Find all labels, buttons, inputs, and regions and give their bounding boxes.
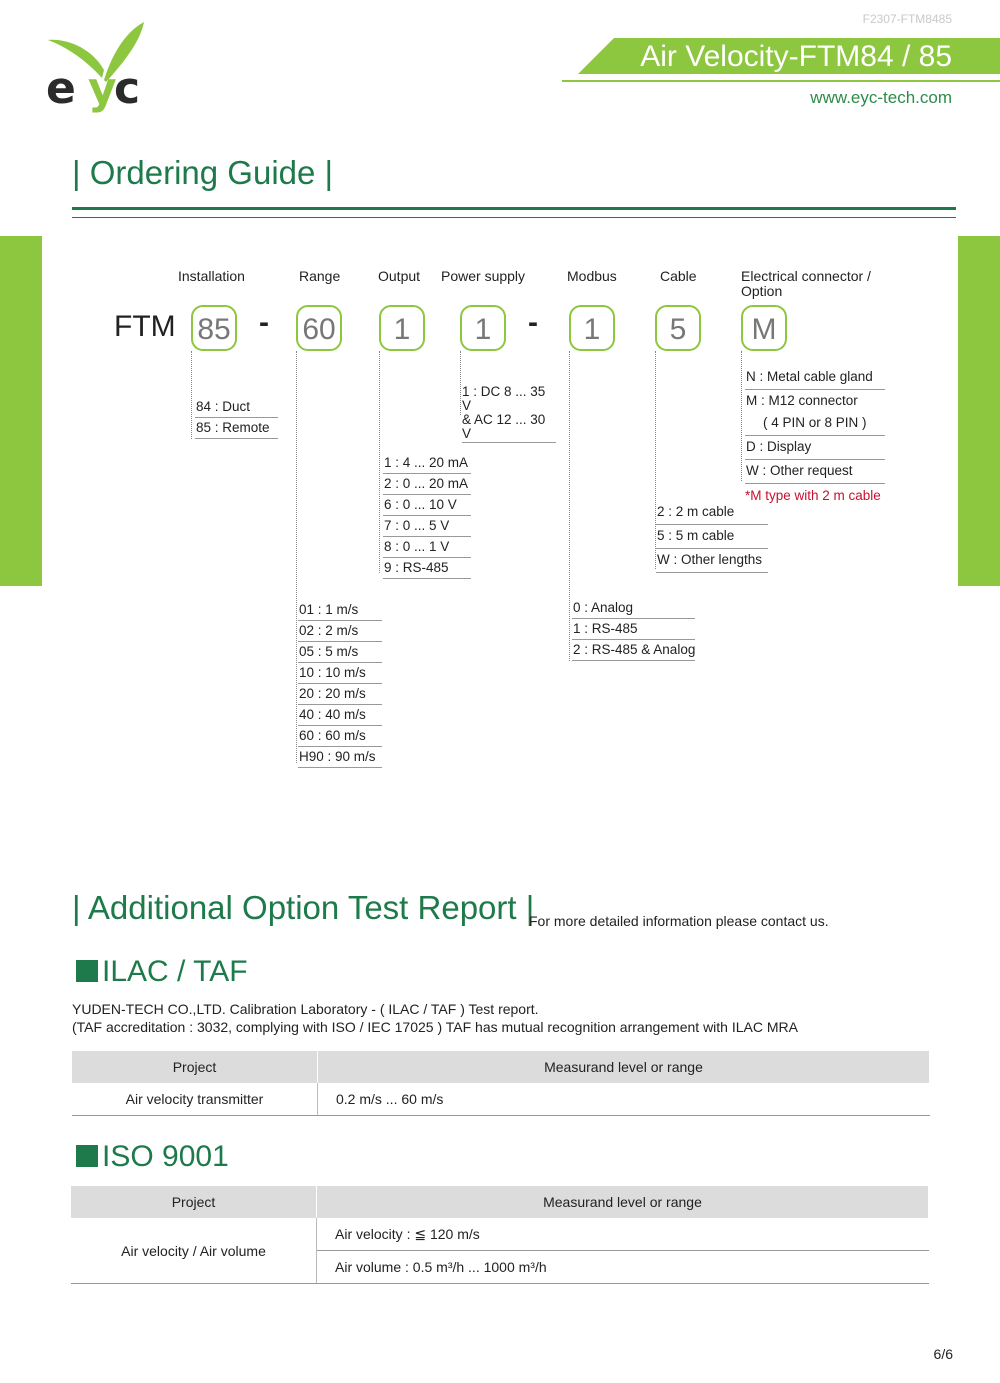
- eyc-logo: [44, 18, 154, 113]
- option-item: 2 : 2 m cable: [656, 501, 768, 525]
- modbus-options: [572, 598, 695, 661]
- table-cell-range: Air velocity : ≦ 120 m/s: [317, 1218, 929, 1251]
- ilac-heading: [76, 955, 248, 989]
- iso-title: ISO 9001: [102, 1140, 229, 1173]
- label-connector-line2: Option: [741, 283, 783, 299]
- option-item: D : Display: [745, 436, 885, 460]
- table-cell-project: Air velocity / Air volume: [71, 1218, 317, 1284]
- table-header-row: [71, 1186, 929, 1218]
- square-bullet-icon: [76, 1145, 98, 1167]
- leader-modbus: [569, 351, 570, 661]
- option-item: 84 : Duct: [195, 397, 278, 418]
- option-item: M : M12 connector: [746, 393, 858, 408]
- leader-output: [379, 351, 380, 573]
- document-id: F2307-FTM8485: [862, 12, 952, 26]
- ilac-table: [72, 1051, 930, 1116]
- option-item: 5 : 5 m cable: [656, 525, 768, 549]
- leader-installation: [191, 351, 192, 439]
- output-options: [383, 453, 471, 579]
- connector-options: [745, 366, 885, 508]
- option-item: W : Other request: [745, 460, 885, 484]
- table-cell-project: Air velocity transmitter: [72, 1083, 318, 1116]
- ordering-guide-title: | Ordering Guide |: [72, 154, 334, 191]
- code-box-power: 1: [460, 305, 506, 351]
- option-item: 2 : RS-485 & Analog: [572, 640, 695, 661]
- code-dash-1: -: [259, 306, 269, 339]
- report-title: | Additional Option Test Report |: [72, 889, 535, 926]
- ilac-line-2: (TAF accreditation : 3032, complying with ISO / IEC 17025 ) TAF has mutual recognition arrangement with ILAC MRA: [72, 1019, 798, 1035]
- cable-options: [656, 501, 768, 573]
- option-item: 6 : 0 ... 10 V: [383, 495, 471, 516]
- label-range: Range: [299, 268, 341, 284]
- ilac-description: [72, 1000, 798, 1036]
- option-item: 02 : 2 m/s: [298, 621, 382, 642]
- power-options: [462, 385, 556, 443]
- option-item: 01 : 1 m/s: [298, 600, 382, 621]
- option-item: 60 : 60 m/s: [298, 726, 382, 747]
- option-item: H90 : 90 m/s: [298, 747, 382, 768]
- leader-range: [296, 351, 297, 763]
- option-item: 7 : 0 ... 5 V: [383, 516, 471, 537]
- table-row: [72, 1083, 930, 1116]
- iso-heading: [76, 1140, 229, 1174]
- code-box-cable: 5: [655, 305, 701, 351]
- code-box-installation: 85: [191, 305, 237, 351]
- option-item: 40 : 40 m/s: [298, 705, 382, 726]
- table-header-project: Project: [71, 1186, 317, 1218]
- label-connector-line1: Electrical connector /: [741, 268, 871, 284]
- table-cell-range: 0.2 m/s ... 60 m/s: [318, 1083, 930, 1116]
- label-cable: Cable: [660, 268, 697, 284]
- table-header-row: [72, 1051, 930, 1083]
- label-power-supply: Power supply: [441, 268, 526, 284]
- table-cell-range: Air volume : 0.5 m³/h ... 1000 m³/h: [317, 1251, 929, 1284]
- svg-text:y: y: [88, 63, 117, 113]
- website-link[interactable]: www.eyc-tech.com: [810, 88, 952, 107]
- product-title: Air Velocity-FTM84 / 85: [640, 40, 952, 73]
- contact-note: For more detailed information please contact us.: [529, 913, 829, 929]
- leader-connector: [741, 351, 742, 481]
- svg-text:e: e: [46, 63, 76, 113]
- label-connector: [741, 269, 871, 299]
- option-item: 0 : Analog: [572, 598, 695, 619]
- square-bullet-icon: [76, 960, 98, 982]
- title-rule-thin: [72, 217, 956, 218]
- table-header-range: Measurand level or range: [318, 1051, 930, 1083]
- banner-underline: [562, 80, 1000, 82]
- page-number: 6/6: [933, 1346, 953, 1362]
- iso-table: [71, 1186, 929, 1284]
- code-box-modbus: 1: [569, 305, 615, 351]
- option-item: ( 4 PIN or 8 PIN ): [745, 412, 885, 436]
- range-options: [298, 600, 382, 768]
- code-box-connector: M: [741, 305, 787, 351]
- option-item: 1 : DC 8 ... 35 V: [462, 384, 546, 413]
- right-accent-bar: [958, 236, 1000, 586]
- ilac-line-1: YUDEN-TECH CO.,LTD. Calibration Laboratory - ( ILAC / TAF ) Test report.: [72, 1001, 539, 1017]
- option-item: 85 : Remote: [195, 418, 278, 439]
- left-accent-bar: [0, 236, 42, 586]
- option-item: & AC 12 ... 30 V: [462, 413, 556, 443]
- option-item: 10 : 10 m/s: [298, 663, 382, 684]
- option-item: 05 : 5 m/s: [298, 642, 382, 663]
- code-box-output: 1: [379, 305, 425, 351]
- connector-note: *M type with 2 m cable: [745, 488, 881, 503]
- option-item: 1 : RS-485: [572, 619, 695, 640]
- label-output: Output: [378, 268, 421, 284]
- installation-options: [195, 397, 278, 439]
- option-item: 2 : 0 ... 20 mA: [383, 474, 471, 495]
- svg-text:c: c: [114, 63, 141, 113]
- label-installation: Installation: [178, 268, 245, 284]
- table-header-project: Project: [72, 1051, 318, 1083]
- table-row: [71, 1218, 929, 1251]
- label-modbus: Modbus: [567, 268, 617, 284]
- option-item: 9 : RS-485: [383, 558, 471, 579]
- option-item: N : Metal cable gland: [745, 366, 885, 390]
- model-prefix: FTM: [114, 310, 176, 343]
- option-item: W : Other lengths: [656, 549, 768, 573]
- option-item: 8 : 0 ... 1 V: [383, 537, 471, 558]
- table-header-range: Measurand level or range: [317, 1186, 929, 1218]
- code-dash-2: -: [528, 306, 538, 339]
- title-rule-thick: [72, 207, 956, 210]
- option-item: 20 : 20 m/s: [298, 684, 382, 705]
- ilac-title: ILAC / TAF: [102, 955, 248, 988]
- code-box-range: 60: [296, 305, 342, 351]
- leader-power: [460, 351, 461, 415]
- option-item: 1 : 4 ... 20 mA: [383, 453, 471, 474]
